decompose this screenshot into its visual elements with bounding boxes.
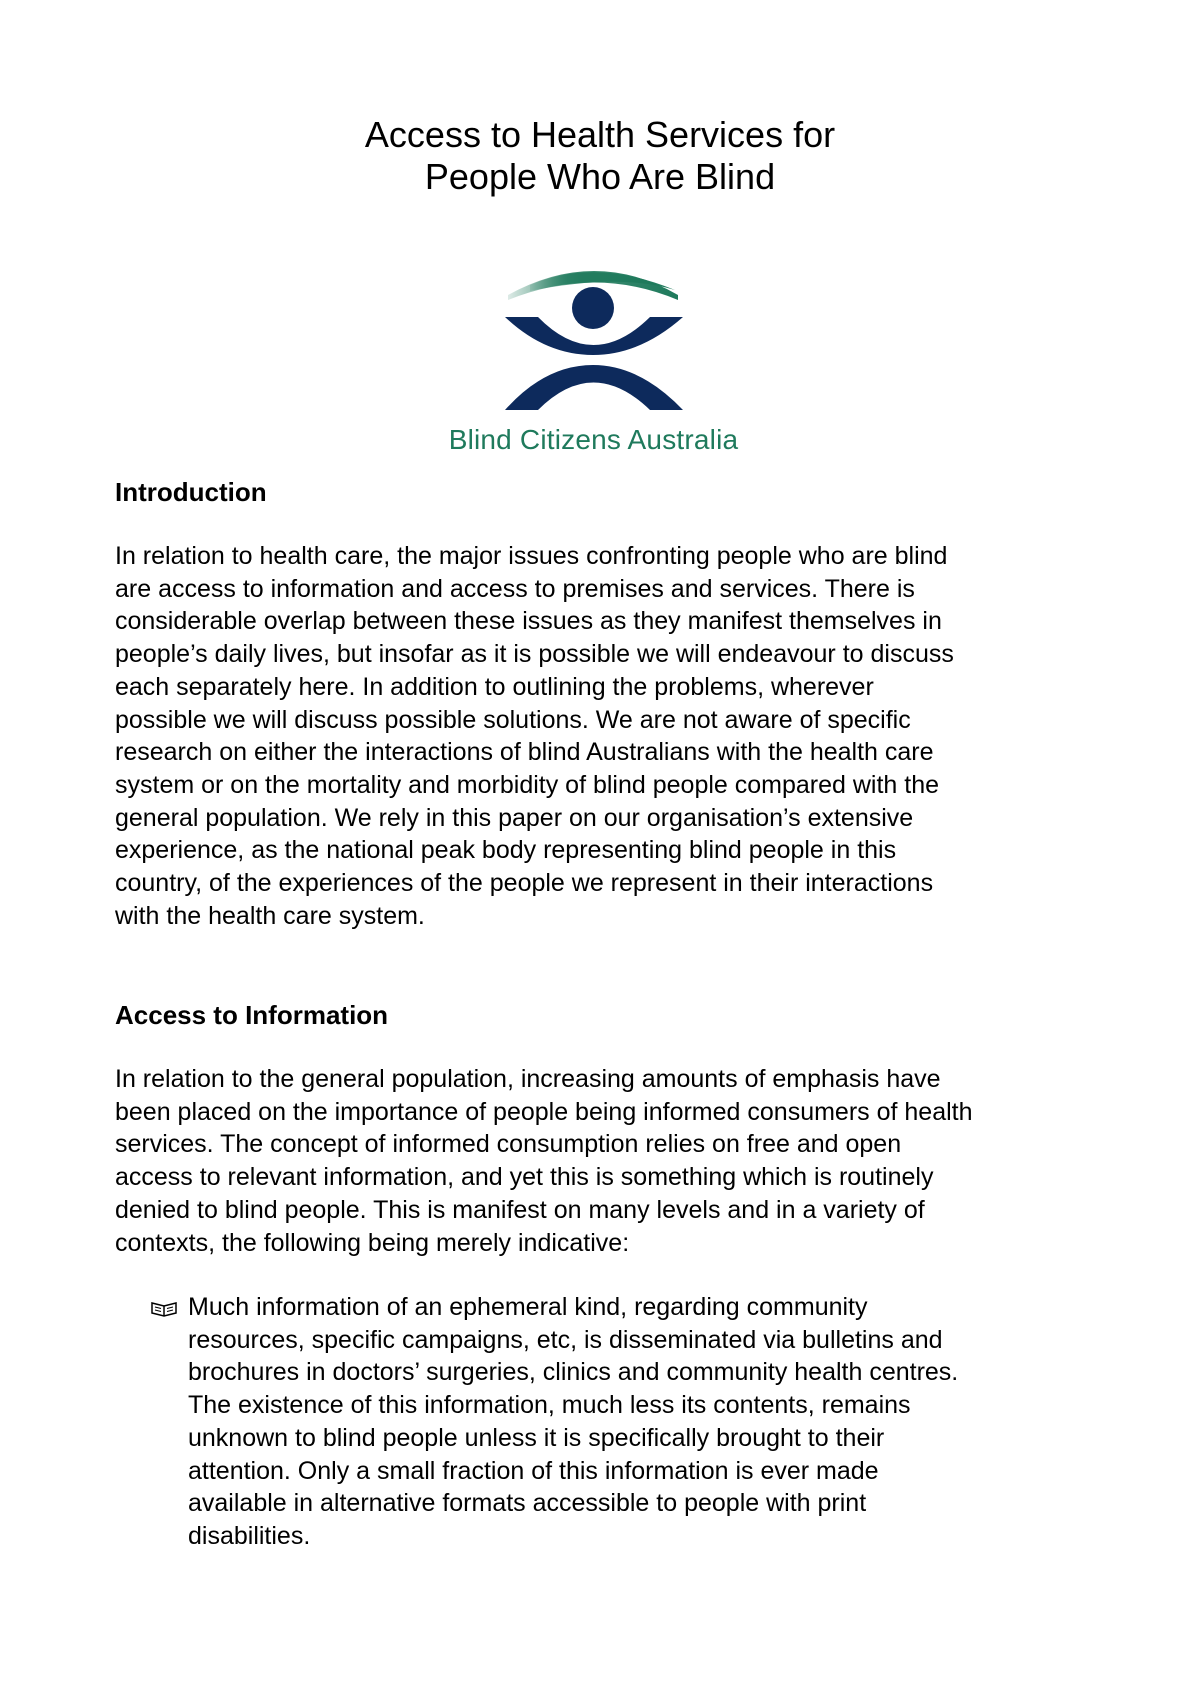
- book-bullet-icon: [150, 1299, 178, 1319]
- logo-wordmark: Blind Citizens Australia: [448, 424, 739, 455]
- title-line-2: People Who Are Blind: [424, 156, 776, 197]
- introduction-paragraph: In relation to health care, the major issues confronting people who are blind are access to information and access to premises and services. There is considerable overlap between these issues as they manifest themselves in people’s daily lives, but insofar as it is possible we will endeavour to discuss each separately here. In addition to outlining the problems, wherever possible we will discuss possible solutions. We are not aware of specific research on either the interactions of blind Australians with the health care system or on the mortality and morbidity of blind people compared with the general population. We rely in this paper on our organisation’s extensive experience, as the national peak body representing blind people in this country, of the experiences of the people we represent in their interactions with the health care system.: [115, 542, 954, 930]
- document-title: [0, 114, 1200, 198]
- bullet-text: Much information of an ephemeral kind, regarding community resources, specific campaigns, etc, is disseminated via bulletins and brochures in doctors’ surgeries, clinics and community health centres. The existence of this information, much less its contents, remains unknown to blind people unless it is specifically brought to their attention. Only a small fraction of this information is ever made available in alternative formats accessible to people with print disabilities.: [188, 1293, 959, 1550]
- access-to-information-heading: Access to Information: [115, 1000, 389, 1030]
- eye-figure-logo-icon: [500, 255, 690, 415]
- title-line-1: Access to Health Services for: [364, 114, 836, 155]
- introduction-heading: Introduction: [115, 477, 267, 507]
- access-to-information-paragraph: In relation to the general population, increasing amounts of emphasis have been placed on the importance of people being informed consumers of health services. The concept of informed consumption relies on free and open access to relevant information, and yet this is something which is routinely denied to blind people. This is manifest on many levels and in a variety of contexts, the following being merely indicative:: [115, 1065, 973, 1257]
